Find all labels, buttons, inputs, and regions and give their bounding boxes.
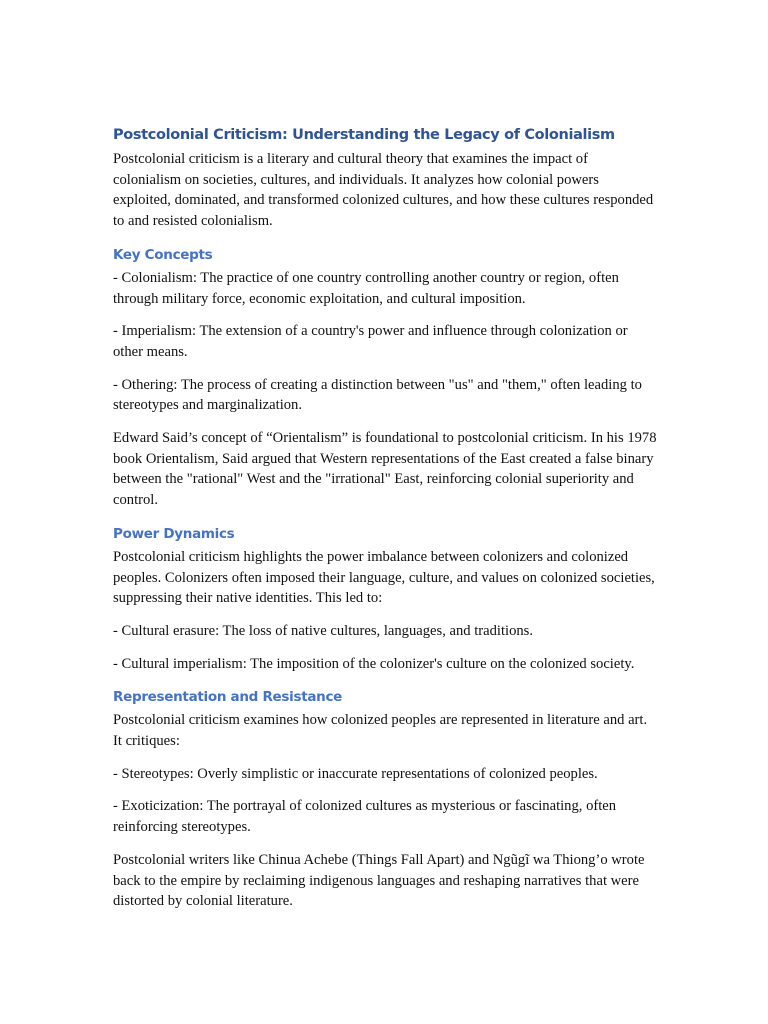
paragraph-exoticization: - Exoticization: The portrayal of colonized cultures as mysterious or fascinating, often reinforcing stereotypes.	[113, 798, 617, 836]
section-heading-representation: Representation and Resistance	[113, 689, 343, 706]
paragraph-power-imbalance: Postcolonial criticism highlights the power imbalance between colonizers and colonized peoples. Colonizers often imposed their language, culture, and values on colonized societies, suppressing their native identities. This led to:	[113, 548, 655, 607]
paragraph-stereotypes: - Stereotypes: Overly simplistic or inaccurate representations of colonized peoples.	[113, 765, 598, 782]
paragraph-cultural-imperialism: - Cultural imperialism: The imposition of the colonizer's culture on the colonized society.	[113, 655, 635, 672]
document-page	[113, 124, 658, 924]
paragraph-postcolonial-writers: Postcolonial writers like Chinua Achebe (Things Fall Apart) and Ngũgĩ wa Thiong’o wrote back to the empire by reclaiming indigenous languages and reshaping narratives that were distorted by colonial literature.	[113, 851, 645, 910]
document-title: Postcolonial Criticism: Understanding the Legacy of Colonialism	[113, 127, 615, 143]
paragraph-colonialism: - Colonialism: The practice of one country controlling another country or region, often through military force, economic exploitation, and cultural imposition.	[113, 269, 619, 307]
paragraph-imperialism: - Imperialism: The extension of a country's power and influence through colonization or other means.	[113, 323, 628, 360]
intro-paragraph: Postcolonial criticism is a literary and cultural theory that examines the impact of colonialism on societies, cultures, and individuals. It analyzes how colonial powers exploited, dominated, and transformed colonized cultures, and how these cultures responded to and resisted colonialism.	[113, 151, 654, 230]
paragraph-cultural-erasure: - Cultural erasure: The loss of native cultures, languages, and traditions.	[113, 622, 533, 639]
section-heading-key-concepts: Key Concepts	[113, 246, 213, 263]
paragraph-orientalism: Edward Said’s concept of “Orientalism” is foundational to postcolonial criticism. In his 1978 book Orientalism, Said argued that Western representations of the East created a false binary between the "rational" West and the "irrational" East, reinforcing colonial superiority and control.	[113, 430, 657, 509]
paragraph-othering: - Othering: The process of creating a distinction between "us" and "them," often leading to stereotypes and marginalization.	[113, 376, 642, 414]
section-heading-power-dynamics: Power Dynamics	[113, 525, 235, 542]
paragraph-representation: Postcolonial criticism examines how colonized peoples are represented in literature and art. It critiques:	[113, 712, 648, 750]
